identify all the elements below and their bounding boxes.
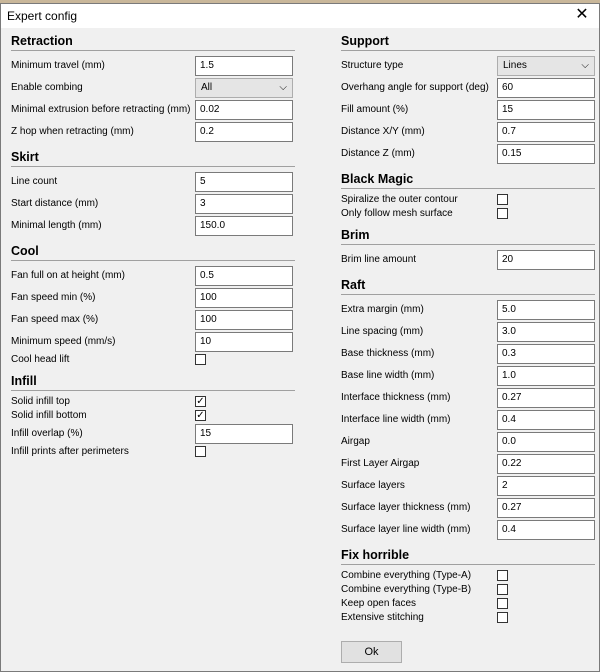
- section-title-skirt: Skirt: [11, 150, 39, 164]
- divider: [11, 260, 295, 261]
- expert-config-dialog: [0, 3, 600, 672]
- divider: [341, 294, 595, 295]
- setting-label: Surface layers: [341, 480, 405, 491]
- base-thickness-input[interactable]: 0.3: [497, 344, 595, 364]
- airgap-input[interactable]: 0.0: [497, 432, 595, 452]
- setting-label: Keep open faces: [341, 598, 417, 609]
- setting-row: [341, 497, 595, 519]
- keep-open-faces-checkbox[interactable]: [497, 598, 508, 609]
- surface-layer-line-width-input[interactable]: 0.4: [497, 520, 595, 540]
- setting-row: [11, 287, 295, 309]
- setting-label: Overhang angle for support (deg): [341, 82, 489, 93]
- divider: [341, 50, 595, 51]
- window-title: Expert config: [7, 9, 78, 23]
- setting-row: [11, 423, 295, 445]
- divider: [11, 390, 295, 391]
- setting-row: [11, 331, 295, 353]
- base-line-width-input[interactable]: 1.0: [497, 366, 595, 386]
- solid-infill-bottom-checkbox[interactable]: ✓: [196, 410, 205, 421]
- setting-row: [341, 365, 595, 387]
- interface-line-width-input[interactable]: 0.4: [497, 410, 595, 430]
- setting-row: [341, 583, 595, 597]
- setting-label: Distance Z (mm): [341, 148, 415, 159]
- surface-layers-input[interactable]: 2: [497, 476, 595, 496]
- setting-row: [11, 171, 295, 193]
- setting-row: [341, 77, 595, 99]
- setting-label: Minimal extrusion before retracting (mm): [11, 104, 191, 115]
- ok-button[interactable]: Ok: [341, 641, 402, 663]
- divider: [341, 188, 595, 189]
- follow-mesh-surface-checkbox[interactable]: [497, 208, 508, 219]
- setting-row: [341, 569, 595, 583]
- setting-label: Fan full on at height (mm): [11, 270, 125, 281]
- setting-row: [341, 193, 595, 207]
- setting-row: [341, 387, 595, 409]
- chevron-down-icon: ⌵: [581, 60, 589, 71]
- setting-label: Solid infill top: [11, 396, 70, 407]
- setting-label: Distance X/Y (mm): [341, 126, 425, 137]
- setting-label: Line count: [11, 176, 58, 187]
- surface-layer-thickness-input[interactable]: 0.27: [497, 498, 595, 518]
- setting-label: Interface thickness (mm): [341, 392, 451, 403]
- extensive-stitching-checkbox[interactable]: [497, 612, 508, 623]
- overhang-angle-input[interactable]: 60: [497, 78, 595, 98]
- setting-label: Extra margin (mm): [341, 304, 424, 315]
- setting-label: Z hop when retracting (mm): [11, 126, 134, 137]
- divider: [341, 564, 595, 565]
- divider: [11, 50, 295, 51]
- start-distance-input[interactable]: 3: [195, 194, 293, 214]
- setting-label: Interface line width (mm): [341, 414, 451, 425]
- setting-label: Enable combing: [11, 82, 83, 93]
- infill-after-perimeters-checkbox[interactable]: [195, 446, 206, 457]
- setting-label: Surface layer line width (mm): [341, 524, 471, 535]
- z-hop-input[interactable]: 0.2: [195, 122, 293, 142]
- setting-row: [11, 193, 295, 215]
- extra-margin-input[interactable]: 5.0: [497, 300, 595, 320]
- brim-line-amount-input[interactable]: 20: [497, 250, 595, 270]
- enable-combing-select[interactable]: [195, 78, 293, 98]
- infill-overlap-input[interactable]: 15: [195, 424, 293, 444]
- setting-row: [11, 353, 295, 367]
- section-title-raft: Raft: [341, 278, 366, 292]
- section-title-brim: Brim: [341, 228, 370, 242]
- setting-label: Cool head lift: [11, 354, 70, 365]
- setting-row: [11, 77, 295, 99]
- setting-row: [341, 343, 595, 365]
- setting-label: Spiralize the outer contour: [341, 194, 458, 205]
- setting-row: [341, 597, 595, 611]
- minimum-speed-input[interactable]: 10: [195, 332, 293, 352]
- select-value: All: [201, 82, 213, 93]
- setting-label: Only follow mesh surface: [341, 208, 453, 219]
- section-title-cool: Cool: [11, 244, 39, 258]
- select-value: Lines: [503, 60, 527, 71]
- setting-row: [341, 453, 595, 475]
- solid-infill-top-checkbox[interactable]: ✓: [196, 396, 205, 407]
- setting-row: [341, 99, 595, 121]
- setting-row: [11, 309, 295, 331]
- line-count-input[interactable]: 5: [195, 172, 293, 192]
- close-icon[interactable]: ✕: [575, 6, 589, 23]
- setting-row: [341, 55, 595, 77]
- setting-row: [341, 611, 595, 625]
- first-layer-airgap-input[interactable]: 0.22: [497, 454, 595, 474]
- combine-type-a-checkbox[interactable]: [497, 570, 508, 581]
- combine-type-b-checkbox[interactable]: [497, 584, 508, 595]
- setting-label: Combine everything (Type-B): [341, 584, 472, 595]
- fan-speed-max-input[interactable]: 100: [195, 310, 293, 330]
- setting-label: Infill overlap (%): [11, 428, 83, 439]
- setting-label: Fan speed min (%): [11, 292, 96, 303]
- setting-row: [341, 475, 595, 497]
- setting-label: Solid infill bottom: [11, 410, 87, 421]
- chevron-down-icon: ⌵: [279, 82, 287, 93]
- setting-label: Brim line amount: [341, 254, 417, 265]
- left-column: [11, 34, 295, 459]
- setting-label: Structure type: [341, 60, 404, 71]
- setting-label: Surface layer thickness (mm): [341, 502, 471, 513]
- setting-label: Line spacing (mm): [341, 326, 424, 337]
- setting-row: [341, 321, 595, 343]
- setting-row: [11, 215, 295, 237]
- fan-speed-min-input[interactable]: 100: [195, 288, 293, 308]
- setting-label: Extensive stitching: [341, 612, 424, 623]
- fan-full-on-height-input[interactable]: 0.5: [195, 266, 293, 286]
- section-title-fix-horrible: Fix horrible: [341, 548, 410, 562]
- divider: [11, 166, 295, 167]
- section-title-black-magic: Black Magic: [341, 172, 414, 186]
- setting-label: Minimal length (mm): [11, 220, 102, 231]
- setting-label: Minimum speed (mm/s): [11, 336, 116, 347]
- distance-z-input[interactable]: 0.15: [497, 144, 595, 164]
- setting-row: [11, 395, 295, 409]
- distance-xy-input[interactable]: 0.7: [497, 122, 595, 142]
- section-title-infill: Infill: [11, 374, 37, 388]
- setting-row: [341, 143, 595, 165]
- interface-thickness-input[interactable]: 0.27: [497, 388, 595, 408]
- setting-label: Combine everything (Type-A): [341, 570, 472, 581]
- setting-label: Airgap: [341, 436, 370, 447]
- setting-row: [341, 299, 595, 321]
- setting-row: [341, 121, 595, 143]
- minimal-length-input[interactable]: 150.0: [195, 216, 293, 236]
- setting-row: [341, 207, 595, 221]
- structure-type-select[interactable]: [497, 56, 595, 76]
- minimal-extrusion-input[interactable]: 0.02: [195, 100, 293, 120]
- setting-label: Minimum travel (mm): [11, 60, 105, 71]
- setting-row: [341, 249, 595, 271]
- title-bar[interactable]: [1, 4, 599, 28]
- setting-row: [341, 431, 595, 453]
- setting-row: [11, 121, 295, 143]
- setting-label: Fill amount (%): [341, 104, 409, 115]
- setting-label: Base thickness (mm): [341, 348, 435, 359]
- setting-label: Start distance (mm): [11, 198, 99, 209]
- setting-row: [11, 99, 295, 121]
- setting-label: Infill prints after perimeters: [11, 446, 129, 457]
- setting-row: [11, 55, 295, 77]
- setting-row: [11, 265, 295, 287]
- cool-head-lift-checkbox[interactable]: [195, 354, 206, 365]
- setting-row: [11, 445, 295, 459]
- section-title-support: Support: [341, 34, 389, 48]
- divider: [341, 244, 595, 245]
- fill-amount-input[interactable]: 15: [497, 100, 595, 120]
- spiralize-checkbox[interactable]: [497, 194, 508, 205]
- section-title-retraction: Retraction: [11, 34, 73, 48]
- setting-row: [341, 519, 595, 541]
- setting-label: Base line width (mm): [341, 370, 435, 381]
- setting-row: [11, 409, 295, 423]
- setting-label: Fan speed max (%): [11, 314, 99, 325]
- right-column: [341, 34, 595, 625]
- setting-row: [341, 409, 595, 431]
- setting-label: First Layer Airgap: [341, 458, 420, 469]
- minimum-travel-input[interactable]: 1.5: [195, 56, 293, 76]
- line-spacing-input[interactable]: 3.0: [497, 322, 595, 342]
